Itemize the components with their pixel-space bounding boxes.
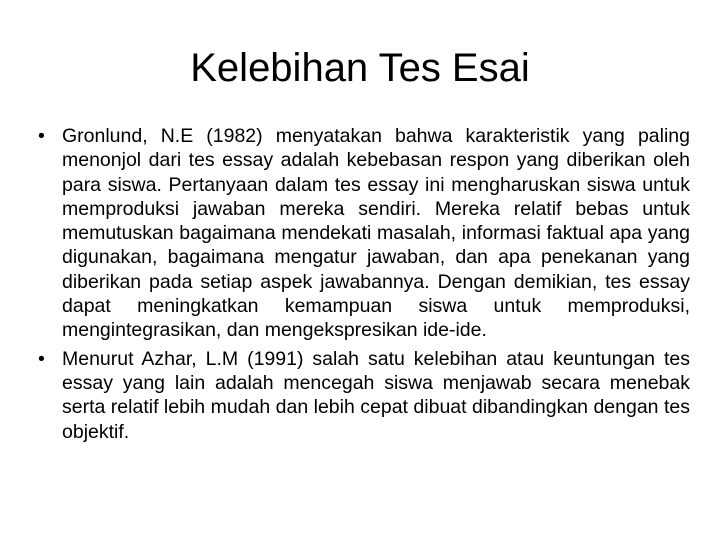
bullet-marker: •: [38, 125, 45, 147]
bullet-text: Menurut Azhar, L.M (1991) salah satu kelebihan atau keuntungan tes essay yang lain adalah mencegah siswa menjawab secara menebak serta relatif lebih mudah dan lebih cepat dibuat dibandingkan dengan tes objektif.: [62, 347, 690, 443]
bullet-item-azhar: [36, 347, 690, 444]
slide-title: Kelebihan Tes Esai: [190, 46, 530, 90]
bullet-text: Gronlund, N.E (1982) menyatakan bahwa karakteristik yang paling menonjol dari tes essay adalah kebebasan respon yang diberikan oleh para siswa. Pertanyaan dalam tes essay ini mengharuskan siswa untuk memproduksi jawaban mereka sendiri. Mereka relatif bebas untuk memutuskan bagaimana mendekati masalah, informasi faktual apa yang digunakan, bagaimana mengatur jawaban, dan apa penekanan yang diberikan pada setiap aspek jawabannya. Dengan demikian, tes essay dapat meningkatkan kemampuan siswa untuk memproduksi, mengintegrasikan, dan mengekspresikan ide-ide.: [62, 125, 690, 342]
bullet-marker: •: [38, 347, 45, 370]
bullet-list: [36, 124, 690, 444]
bullet-item-gronlund: [36, 124, 690, 343]
slide-content: [36, 124, 690, 448]
